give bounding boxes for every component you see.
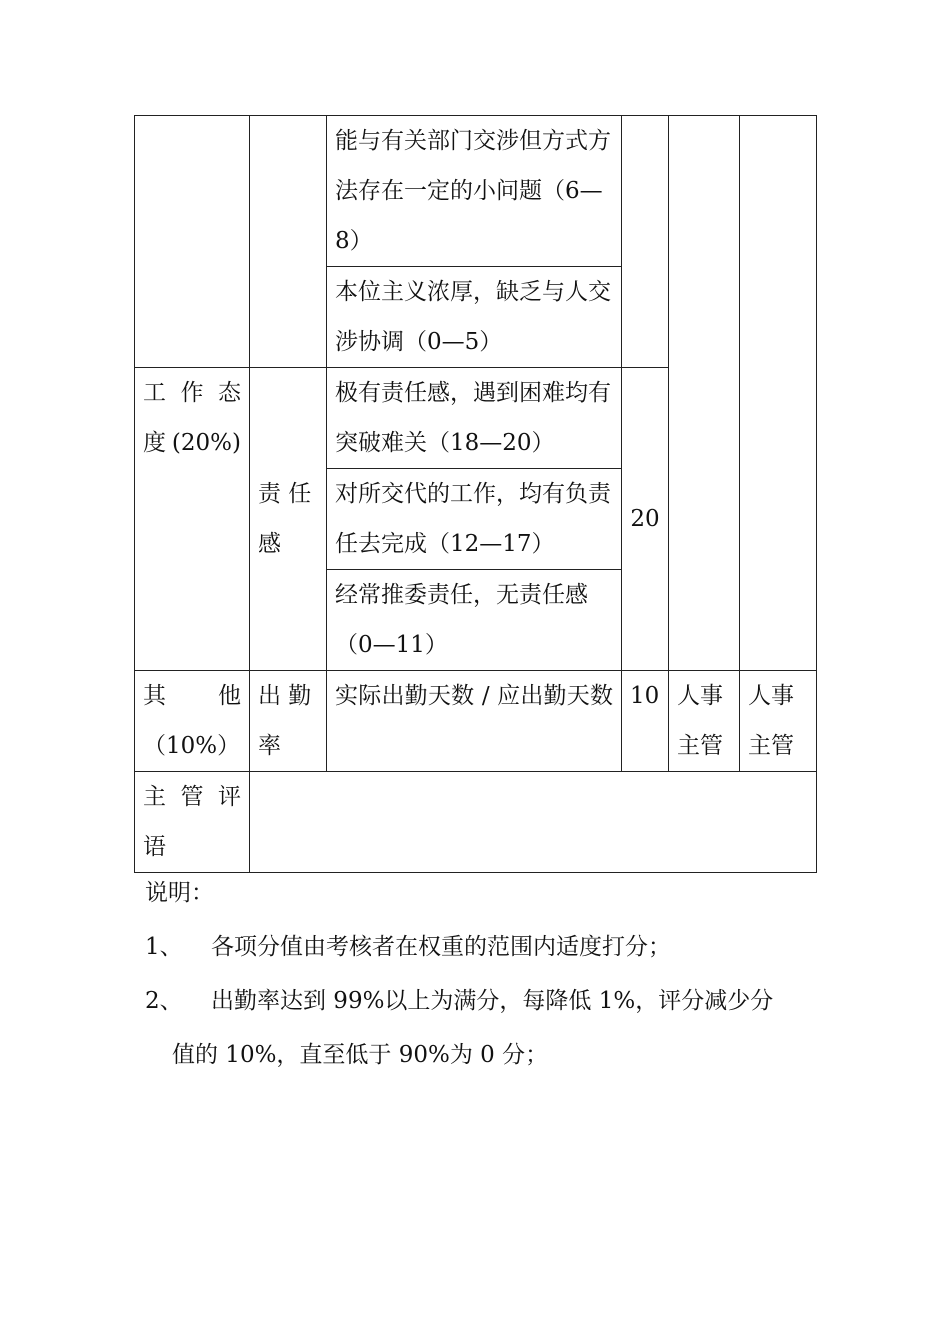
assessor-cell: 人事主管 <box>740 671 817 772</box>
weight-cell-empty <box>622 116 669 368</box>
item-cell: 出 勤率 <box>250 671 327 772</box>
evaluation-table <box>134 115 817 873</box>
note-number: 2、 <box>145 988 183 1014</box>
assessor-cell-empty <box>669 116 740 671</box>
comment-field[interactable] <box>250 772 817 873</box>
category-cell: 工 作 态度(20%) <box>135 368 250 671</box>
note-item <box>145 974 815 1082</box>
category-cell-empty <box>135 116 250 368</box>
category-cell <box>135 671 250 772</box>
notes-section <box>145 866 815 1082</box>
note-item <box>145 920 815 974</box>
item-cell: 责 任感 <box>250 368 327 671</box>
category-label: 其 他 <box>143 683 241 709</box>
criteria-cell: 本位主义浓厚，缺乏与人交涉协调（0—5） <box>327 267 622 368</box>
note-number: 1、 <box>145 934 183 960</box>
note-text: 各项分值由考核者在权重的范围内适度打分； <box>211 934 671 960</box>
notes-title: 说明： <box>145 880 214 906</box>
assessor-cell-empty <box>740 116 817 671</box>
criteria-cell: 对所交代的工作，均有负责任去完成（12—17） <box>327 469 622 570</box>
criteria-cell: 能与有关部门交涉但方式方法存在一定的小问题（6—8） <box>327 116 622 267</box>
criteria-cell: 经常推委责任，无责任感（0—11） <box>327 570 622 671</box>
weight-cell: 10 <box>622 671 669 772</box>
assessor-cell: 人事主管 <box>669 671 740 772</box>
criteria-cell: 实际出勤天数 / 应出勤天数 <box>327 671 622 772</box>
note-text: 出勤率达到 99%以上为满分，每降低 1%，评分减少分 <box>211 988 774 1014</box>
item-cell-empty <box>250 116 327 368</box>
criteria-cell: 极有责任感，遇到困难均有突破难关（18—20） <box>327 368 622 469</box>
note-text-continued: 值的 10%，直至低于 90%为 0 分； <box>172 1042 549 1068</box>
category-weight: （10%） <box>143 733 241 759</box>
weight-cell: 20 <box>622 368 669 671</box>
comment-label: 主 管 评语 <box>135 772 250 873</box>
